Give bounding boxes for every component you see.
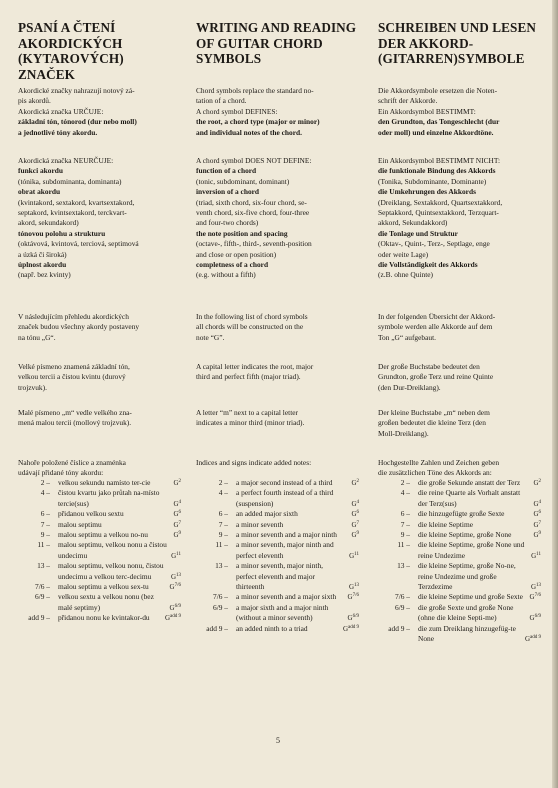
chord-index: 11 — [536, 551, 541, 557]
chord-index: 13 — [354, 583, 359, 589]
note-index: 6/9 – — [35, 592, 50, 602]
text-line: oder weite Lage) — [378, 249, 429, 259]
chord-root: G — [169, 603, 175, 612]
note-index: 6/9 – — [395, 602, 410, 612]
chord-symbol — [165, 612, 181, 623]
paragraph-p5 — [196, 408, 359, 429]
added-note-item — [196, 561, 359, 592]
text-line: akkord, Sekundakkord) — [378, 218, 448, 228]
added-note-item — [378, 561, 541, 592]
note-description: die große Sexte und große None (ohne die kleine Septi-me) — [418, 602, 514, 623]
chord-index: 6 — [356, 510, 359, 516]
text-line: completness of a chord — [196, 260, 269, 270]
note-index: add 9 – — [206, 623, 228, 633]
note-description: an added major sixth — [236, 509, 298, 519]
text-line: and close or open position) — [196, 249, 277, 259]
note-description: die hinzugefügte große Sexte — [418, 509, 505, 519]
column-title — [196, 20, 359, 90]
chord-root: G — [351, 499, 357, 508]
chord-index: 6 — [178, 510, 181, 516]
note-description: a major second instead of a third — [236, 478, 333, 487]
page-edge — [552, 0, 558, 788]
title-line: AKORDICKÝCH — [18, 35, 123, 51]
note-index: 2 – — [400, 478, 410, 487]
text-line: funkci akordu — [18, 166, 63, 176]
chord-index: 2 — [538, 479, 541, 484]
chord-symbol — [170, 581, 181, 592]
chord-root: G — [533, 499, 539, 508]
chord-root: G — [349, 551, 355, 560]
note-description: přidanou velkou sextu — [58, 509, 124, 519]
text-line: trojzvuk). — [18, 382, 47, 392]
paragraph-p2 — [18, 156, 181, 281]
note-description: a minor seventh and a major sixth — [236, 592, 337, 602]
czech-column — [18, 20, 181, 623]
chord-root: G — [351, 531, 357, 540]
note-index: 13 – — [215, 561, 228, 571]
note-description: velkou sextu a velkou nonu (bez malé septimy) — [58, 592, 154, 612]
text-line: Hochgestellte Zahlen und Zeichen geben — [378, 458, 500, 467]
text-line: die Tonlage und Struktur — [378, 228, 458, 238]
chord-index: 2 — [356, 479, 359, 484]
chord-root: G — [351, 520, 357, 529]
text-line: Ton „G“ aufgebaut. — [378, 332, 436, 342]
added-notes-list — [196, 478, 359, 634]
chord-index: 4 — [538, 499, 541, 505]
title-line: SYMBOLS — [196, 51, 262, 66]
text-line: die zusätzlichen Töne des Akkords an: — [378, 468, 492, 478]
note-description: čistou kvartu jako průtah na-místo tercie(sus) — [58, 488, 160, 508]
text-line: In der folgenden Übersicht der Akkord- — [378, 312, 496, 321]
chord-root: G — [351, 510, 357, 519]
note-index: 11 – — [215, 540, 228, 550]
paragraph-p6 — [18, 458, 181, 479]
text-line: značek budou všechny akordy postaveny — [18, 322, 140, 332]
paragraph-p4 — [18, 362, 181, 393]
note-description: a major sixth and a major ninth (without a minor seventh) — [236, 602, 329, 623]
english-column — [196, 20, 359, 633]
chord-root: G — [173, 531, 179, 540]
title-line: PSANÍ A ČTENÍ — [18, 20, 116, 35]
title-line: (KYTAROVÝCH) ZNAČEK — [18, 51, 124, 82]
paragraph-p1 — [18, 86, 181, 138]
note-index: add 9 – — [388, 623, 410, 633]
paragraph-p3 — [18, 312, 181, 343]
note-description: přidanou nonu ke kvintakor-du — [58, 613, 150, 623]
note-index: 2 – — [40, 478, 50, 487]
paragraph-p2 — [378, 156, 541, 281]
text-line: note “G”. — [196, 332, 225, 342]
text-line: (triad, sixth chord, six-four chord, se- — [196, 197, 307, 207]
text-line: Ein Akkordsymbol BESTIMMT: — [378, 106, 476, 116]
note-index: 6/9 – — [213, 602, 228, 612]
text-line: tation of a chord. — [196, 96, 247, 106]
chord-root: G — [524, 635, 531, 644]
note-index: 9 – — [218, 530, 228, 540]
chord-index: 11 — [176, 551, 181, 557]
chord-symbol — [173, 477, 181, 488]
text-line: A capital letter indicates the root, major — [196, 362, 314, 371]
chord-index: 2 — [178, 479, 181, 484]
text-line: inversion of a chord — [196, 187, 260, 197]
added-note-item — [378, 603, 541, 624]
note-description: velkou sekundu namísto ter-cie — [58, 478, 151, 487]
text-line: mená malou tercii (mollový trojzvuk). — [18, 418, 132, 428]
chord-index: add 9 — [170, 614, 181, 620]
text-line: V následujícím přehledu akordických — [18, 312, 129, 321]
text-line: oder moll) und einzelne Akkordtöne. — [378, 127, 494, 137]
chord-index: 9 — [356, 531, 359, 537]
note-index: 11 – — [397, 540, 410, 550]
text-line: akord, sekundakord) — [18, 218, 79, 228]
note-description: die große Sekunde anstatt der Terz — [418, 478, 521, 487]
chord-symbol — [349, 550, 359, 561]
added-note-item — [378, 624, 541, 645]
note-index: 4 – — [400, 488, 410, 498]
text-line: Indices and signs indicate added notes: — [196, 458, 312, 467]
note-description: a minor seventh, major ninth and perfect eleventh — [236, 540, 334, 560]
added-note-item — [378, 530, 541, 540]
paragraph-p1 — [196, 86, 359, 138]
chord-root: G — [530, 583, 536, 592]
chord-root: G — [531, 551, 537, 560]
added-note-item — [196, 592, 359, 602]
text-line: function of a chord — [196, 166, 257, 176]
text-line: (tonic, subdominant, dominant) — [196, 176, 290, 186]
chord-root: G — [533, 479, 539, 487]
added-note-item — [18, 520, 181, 530]
note-description: die kleine Septime — [418, 519, 474, 529]
added-notes-list — [18, 478, 181, 624]
paragraph-p5 — [378, 408, 541, 439]
added-note-item — [196, 520, 359, 530]
text-line: and four-two chords) — [196, 218, 259, 228]
chord-root: G — [347, 614, 353, 623]
paragraph-p4 — [378, 362, 541, 393]
text-line: (oktávová, kvintová, terciová, septimová — [18, 239, 139, 249]
chord-index: 9 — [538, 531, 541, 537]
note-description: die kleine Septime und große Sexte — [418, 592, 523, 602]
text-line: großen bedeutet die kleine Terz (den — [378, 418, 486, 428]
chord-symbol — [343, 623, 359, 634]
note-index: 9 – — [40, 530, 50, 540]
added-note-item — [378, 509, 541, 519]
chord-root: G — [529, 593, 535, 602]
note-index: 11 – — [37, 540, 50, 550]
text-line: den Grundton, das Tongeschlecht (dur — [378, 117, 500, 127]
chord-symbol — [533, 529, 541, 540]
text-line: základní tón, tónorod (dur nebo moll) — [18, 117, 137, 127]
title-line: (GITARREN)SYMBOLE — [378, 51, 525, 66]
text-line: (den Dur-Dreiklang). — [378, 382, 441, 392]
paragraph-p4 — [196, 362, 359, 383]
note-description: a minor seventh — [236, 519, 284, 529]
text-line: A letter “m” next to a capital letter — [196, 408, 298, 417]
chord-root: G — [171, 551, 177, 560]
text-line: Chord symbols replace the standard no- — [196, 86, 314, 95]
column-title — [378, 20, 541, 90]
text-line: Ein Akkordsymbol BESTIMMT NICHT: — [378, 156, 501, 165]
column-title — [18, 20, 181, 90]
text-line: A chord symbol DOES NOT DEFINE: — [196, 156, 312, 165]
added-note-item — [378, 520, 541, 530]
added-note-item — [196, 488, 359, 509]
note-index: 6 – — [218, 509, 228, 519]
chord-symbol — [525, 633, 541, 644]
added-note-item — [378, 488, 541, 509]
text-line: and individual notes of the chord. — [196, 127, 302, 137]
text-line: (Dreiklang, Sextakkord, Quartsextakkord, — [378, 197, 503, 207]
chord-index: 7 — [178, 520, 181, 526]
added-note-item — [18, 478, 181, 488]
note-index: 6 – — [40, 509, 50, 519]
note-description: malou septimu a velkou sex-tu — [58, 582, 149, 592]
chord-root: G — [342, 624, 349, 633]
note-index: 2 – — [218, 478, 228, 487]
chord-index: 4 — [356, 499, 359, 505]
note-index: 9 – — [400, 530, 410, 540]
added-note-item — [196, 603, 359, 624]
added-notes-list — [378, 478, 541, 645]
chord-root: G — [533, 531, 539, 540]
text-line: a úzká či široká) — [18, 249, 67, 259]
note-description: die zum Dreiklang hinzugefüg-te None — [418, 623, 516, 644]
chord-index: 6/9 — [534, 614, 541, 620]
note-description: a minor seventh, major ninth, perfect eleventh and major thirteenth — [236, 561, 324, 592]
note-index: add 9 – — [28, 613, 50, 623]
note-description: die kleine Septime, große None und reine Undezime — [418, 540, 525, 560]
text-line: Velké písmeno znamená základní tón, — [18, 362, 130, 371]
added-note-item — [18, 530, 181, 540]
chord-symbol — [351, 529, 359, 540]
text-line: (kvintakord, sextakord, kvartsextakord, — [18, 197, 135, 207]
note-description: an added ninth to a triad — [236, 623, 308, 633]
text-line: pis akordů. — [18, 96, 51, 106]
added-note-item — [18, 509, 181, 519]
paragraph-p5 — [18, 408, 181, 429]
chord-index: 7/6 — [534, 593, 541, 599]
chord-symbol — [348, 591, 359, 602]
title-line: WRITING AND READING — [196, 20, 357, 35]
added-note-item — [378, 478, 541, 488]
text-line: Der kleine Buchstabe „m“ neben dem — [378, 408, 490, 417]
note-index: 13 – — [397, 561, 410, 571]
chord-root: G — [173, 520, 179, 529]
note-description: a minor seventh and a major ninth — [236, 530, 337, 540]
added-note-item — [196, 540, 359, 561]
paragraph-p6 — [378, 458, 541, 479]
chord-symbol — [351, 477, 359, 488]
note-description: malou septimu, velkou nonu a čistou undecimu — [58, 540, 167, 560]
note-index: 4 – — [40, 488, 50, 498]
paragraph-p3 — [378, 312, 541, 343]
note-description: a perfect fourth instead of a third (suspension) — [236, 488, 334, 508]
text-line: (Oktav-, Quint-, Terz-, Septlage, enge — [378, 239, 490, 249]
text-line: third and perfect fifth (major triad). — [196, 372, 301, 382]
chord-root: G — [169, 583, 175, 592]
note-index: 6 – — [400, 509, 410, 519]
title-line: OF GUITAR CHORD — [196, 35, 323, 51]
chord-index: 11 — [354, 551, 359, 557]
chord-symbol — [173, 529, 181, 540]
text-line: Der große Buchstabe bedeutet den — [378, 362, 480, 371]
page-number: 5 — [276, 736, 280, 745]
text-line: a jednotlivé tóny akordu. — [18, 127, 98, 137]
title-line: SCHREIBEN UND LESEN — [378, 20, 536, 35]
text-line: A chord symbol DEFINES: — [196, 106, 278, 116]
text-line: úplnost akordu — [18, 260, 67, 270]
chord-symbol — [531, 550, 541, 561]
note-index: 7/6 – — [35, 582, 50, 592]
added-note-item — [378, 540, 541, 561]
added-note-item — [378, 592, 541, 602]
chord-root: G — [351, 479, 357, 487]
text-line: Nahoře položené číslice a znaménka — [18, 458, 126, 467]
text-line: venth chord, six-five chord, four-three — [196, 208, 310, 218]
chord-index: add 9 — [530, 635, 541, 641]
text-line: (např. bez kvinty) — [18, 270, 71, 280]
note-index: 4 – — [218, 488, 228, 498]
text-line: all chords will be constructed on the — [196, 322, 304, 332]
chord-index: add 9 — [348, 624, 359, 630]
added-note-item — [196, 530, 359, 540]
text-line: indicates a minor third (minor triad). — [196, 418, 305, 428]
text-line: die funktionale Bindung des Akkords — [378, 166, 496, 176]
added-note-item — [18, 540, 181, 561]
chord-root: G — [348, 583, 354, 592]
added-note-item — [196, 478, 359, 488]
added-note-item — [18, 488, 181, 509]
chord-root: G — [533, 510, 539, 519]
text-line: (tónika, subdominanta, dominanta) — [18, 176, 122, 186]
chord-index: 7 — [356, 520, 359, 526]
chord-index: 9 — [178, 531, 181, 537]
text-line: Grundton, große Terz und reine Quinte — [378, 372, 494, 382]
added-note-item — [18, 582, 181, 592]
text-line: (octave-, fifth-, third-, seventh-position — [196, 239, 312, 249]
text-line: velkou tercii a čistou kvintu (durový — [18, 372, 126, 382]
chord-root: G — [173, 499, 179, 508]
note-description: die kleine Septime, große No-ne, reine Undezime und große Terzdezime — [418, 561, 516, 592]
chord-index: 4 — [178, 499, 181, 505]
added-note-item — [196, 509, 359, 519]
paragraph-p1 — [378, 86, 541, 138]
added-note-item — [18, 613, 181, 623]
paragraph-p2 — [196, 156, 359, 281]
note-index: 7/6 – — [395, 592, 410, 602]
text-line: udávají přidané tóny akordu: — [18, 468, 104, 478]
chord-index: 6/9 — [352, 614, 359, 620]
chord-symbol — [533, 477, 541, 488]
text-line: (e.g. without a fifth) — [196, 270, 256, 280]
note-index: 7 – — [218, 519, 228, 529]
text-line: (z.B. ohne Quinte) — [378, 270, 434, 280]
added-note-item — [196, 624, 359, 634]
note-description: malou septimu, velkou nonu, čistou undecimu a velkou terc-decimu — [58, 561, 164, 581]
chord-index: 7 — [538, 520, 541, 526]
added-note-item — [18, 592, 181, 613]
chord-index: 6/9 — [174, 603, 181, 609]
paragraph-p6 — [196, 458, 359, 468]
chord-root: G — [533, 520, 539, 529]
chord-root: G — [173, 510, 179, 519]
german-column — [378, 20, 541, 644]
text-line: tónovou polohu a strukturu — [18, 228, 106, 238]
text-line: septakord, kvintsextakord, terckvart- — [18, 208, 127, 218]
chord-root: G — [164, 614, 171, 623]
text-line: the root, a chord type (major or minor) — [196, 117, 320, 127]
text-line: (Tonika, Subdominante, Dominante) — [378, 176, 487, 186]
chord-index: 7/6 — [174, 583, 181, 589]
text-line: Septakkord, Quintsextakkord, Terzquart- — [378, 208, 499, 218]
text-line: Moll-Dreiklang). — [378, 428, 429, 438]
text-line: Akordické značky nahrazují notový zá- — [18, 86, 135, 95]
chord-index: 7/6 — [352, 593, 359, 599]
chord-symbol — [530, 612, 541, 623]
text-line: Akordická značka URČUJE: — [18, 106, 104, 116]
text-line: obrat akordu — [18, 187, 61, 197]
chord-index: 13 — [536, 583, 541, 589]
note-description: malou septimu a velkou no-nu — [58, 530, 148, 540]
note-index: 7 – — [40, 519, 50, 529]
chord-root: G — [347, 593, 353, 602]
text-line: Akordická značka NEURČUJE: — [18, 156, 114, 165]
text-line: symbole werden alle Akkorde auf dem — [378, 322, 493, 332]
chord-root: G — [529, 614, 535, 623]
text-line: die Vollständigkeit des Akkords — [378, 260, 478, 270]
text-line: na tónu „G“. — [18, 332, 56, 342]
note-description: malou septimu — [58, 519, 102, 529]
text-line: schrift der Akkorde. — [378, 96, 438, 106]
chord-root: G — [173, 479, 179, 487]
text-line: Malé písmeno „m“ vedle velkého zna- — [18, 408, 132, 417]
note-index: 7 – — [400, 519, 410, 529]
text-line: the note position and spacing — [196, 228, 288, 238]
paragraph-p3 — [196, 312, 359, 343]
chord-index: 13 — [176, 572, 181, 578]
note-index: 7/6 – — [213, 592, 228, 602]
chord-symbol — [530, 591, 541, 602]
text-line: Die Akkordsymbole ersetzen die Noten- — [378, 86, 498, 95]
note-description: die reine Quarte als Vorhalt anstatt der Terz(sus) — [418, 488, 521, 508]
note-index: 13 – — [37, 561, 50, 571]
chord-symbol — [171, 550, 181, 561]
chord-root: G — [170, 572, 176, 581]
text-line: In the following list of chord symbols — [196, 312, 308, 321]
note-description: die kleine Septime, große None — [418, 530, 512, 540]
title-line: DER AKKORD- — [378, 35, 474, 51]
added-note-item — [18, 561, 181, 582]
text-line: die Umkehrungen des Akkords — [378, 187, 476, 197]
chord-index: 6 — [538, 510, 541, 516]
